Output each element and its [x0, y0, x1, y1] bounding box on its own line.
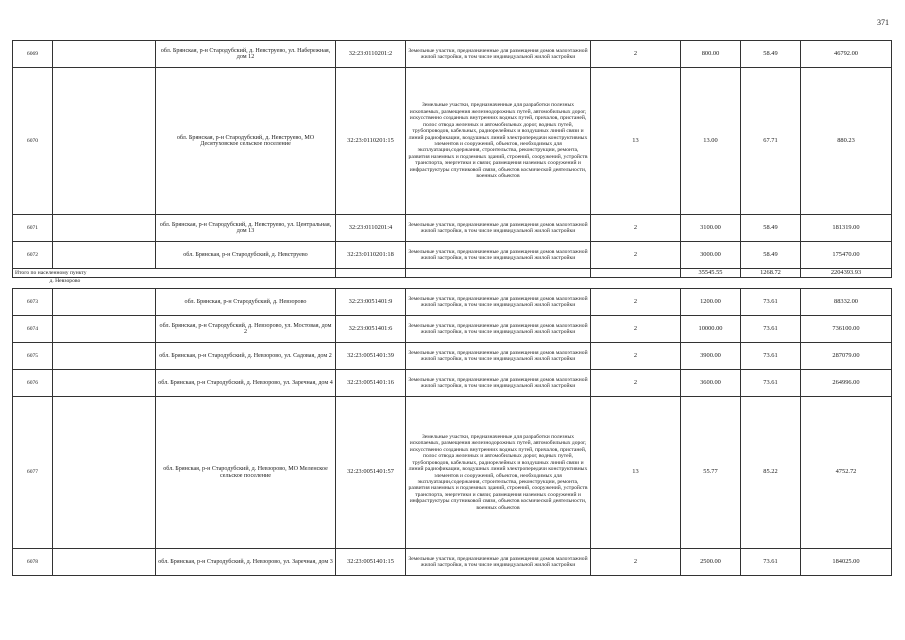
row-cadastral: 32:23:0110201:18	[336, 242, 406, 269]
row-address: обл. Брянская, р-н Стародубский, д. Невзорово, ул. Садовая, дом 2	[156, 343, 336, 370]
row-code: 2	[591, 215, 681, 242]
row-code: 2	[591, 242, 681, 269]
row-value: 88332.00	[801, 289, 892, 316]
row-price: 73.61	[741, 370, 801, 397]
row-id: 6071	[13, 215, 53, 242]
row-area: 1200.00	[681, 289, 741, 316]
row-cadastral: 32:23:0051401:15	[336, 549, 406, 576]
table-row	[13, 41, 892, 68]
row-purpose: Земельные участки, предназначенные для размещения домов малоэтажной жилой застройки, в том числе индивидуальной жилой застройки	[406, 41, 591, 68]
group-title: д. Невзорово	[49, 278, 81, 284]
row-purpose: Земельные участки, предназначенные для размещения домов малоэтажной жилой застройки, в том числе индивидуальной жилой застройки	[406, 316, 591, 343]
row-address: обл. Брянская, р-н Стародубский, д. Невструево, ул. Набережная, дом 12	[156, 41, 336, 68]
row-value: 736100.00	[801, 316, 892, 343]
row-code: 2	[591, 316, 681, 343]
row-cadastral: 32:23:0051401:57	[336, 397, 406, 549]
table-row	[13, 370, 892, 397]
row-address: обл. Брянская, р-н Стародубский, д. Невзорово, ул. Заречная, дом 3	[156, 549, 336, 576]
row-id: 6077	[13, 397, 53, 549]
row-price: 73.61	[741, 316, 801, 343]
row-address: обл. Брянская, р-н Стародубский, д. Невзорово, МО Меленское сельское поселение	[156, 397, 336, 549]
row-id: 6072	[13, 242, 53, 269]
subtotal-area: 35545.55	[681, 269, 741, 278]
table-row	[13, 397, 892, 549]
row-id: 6070	[13, 68, 53, 215]
table-row	[13, 549, 892, 576]
row-id: 6075	[13, 343, 53, 370]
row-address: обл. Брянская, р-н Стародубский, д. Невструево, ул. Центральная, дом 13	[156, 215, 336, 242]
row-code: 2	[591, 41, 681, 68]
group-header-row	[13, 278, 892, 289]
row-value: 175470.00	[801, 242, 892, 269]
row-code: 2	[591, 343, 681, 370]
row-area: 3600.00	[681, 370, 741, 397]
row-price: 58.49	[741, 41, 801, 68]
land-register-table	[12, 40, 892, 576]
row-purpose: Земельные участки, предназначенные для размещения домов малоэтажной жилой застройки, в том числе индивидуальной жилой застройки	[406, 343, 591, 370]
subtotal-price: 1268.72	[741, 269, 801, 278]
row-purpose: Земельные участки, предназначенные для размещения домов малоэтажной жилой застройки, в том числе индивидуальной жилой застройки	[406, 370, 591, 397]
row-id: 6076	[13, 370, 53, 397]
row-purpose: Земельные участки, предназначенные для размещения домов малоэтажной жилой застройки, в том числе индивидуальной жилой застройки	[406, 242, 591, 269]
row-value: 287079.00	[801, 343, 892, 370]
row-code: 2	[591, 549, 681, 576]
row-purpose: Земельные участки, предназначенные для размещения домов малоэтажной жилой застройки, в том числе индивидуальной жилой застройки	[406, 289, 591, 316]
row-price: 73.61	[741, 289, 801, 316]
row-purpose: Земельные участки, предназначенные для разработки полезных ископаемых, размещения железнодорожных путей, автомобильных дорог, искусственно созданных внутренних водных путей, причалов, пристаней, полос отвода железных и автомобильных дорог, водных путей, трубопроводов, кабельных, радиорелейных и воздушных линий связи и линий радиофикации, воздушных линий электропередачи конструктивных элементов и сооружений, объектов, необходимых для эксплуатации,содержания, строительства, реконструкции, ремонта, развития наземных и подземных зданий, строений, сооружений, устройств транспорта, энергетики и связи; размещения наземных сооружений и инфраструктуры спутниковой связи, объектов космической деятельности, военных объектов	[406, 68, 591, 215]
row-area: 13.00	[681, 68, 741, 215]
row-price: 73.61	[741, 343, 801, 370]
row-code: 2	[591, 289, 681, 316]
row-address: обл. Брянская, р-н Стародубский, д. Невзорово	[156, 289, 336, 316]
subtotal-row	[13, 269, 892, 278]
row-address: обл. Брянская, р-н Стародубский, д. Невзорово, ул. Заречная, дом 4	[156, 370, 336, 397]
table-row	[13, 68, 892, 215]
row-area: 3900.00	[681, 343, 741, 370]
page-number: 371	[877, 18, 889, 27]
row-cadastral: 32:23:0051401:39	[336, 343, 406, 370]
row-area: 800.00	[681, 41, 741, 68]
row-area: 55.77	[681, 397, 741, 549]
row-value: 264996.00	[801, 370, 892, 397]
row-price: 73.61	[741, 549, 801, 576]
row-cadastral: 32:23:0110201:15	[336, 68, 406, 215]
row-purpose: Земельные участки, предназначенные для разработки полезных ископаемых, размещения железнодорожных путей, автомобильных дорог, искусственно созданных внутренних водных путей, причалов, пристаней, полос отвода железных и автомобильных дорог, водных путей, трубопроводов, кабельных, радиорелейных и воздушных линий связи и линий радиофикации, воздушных линий электропередачи конструктивных элементов и сооружений, объектов, необходимых для эксплуатации,содержания, строительства, реконструкции, ремонта, развития наземных и подземных зданий, строений, сооружений, устройств транспорта, энергетики и связи; размещения наземных сооружений и инфраструктуры спутниковой связи, объектов космической деятельности, военных объектов	[406, 397, 591, 549]
row-code: 2	[591, 370, 681, 397]
row-id: 6078	[13, 549, 53, 576]
row-id: 6073	[13, 289, 53, 316]
subtotal-label: Итого по населенному пункту	[13, 269, 156, 278]
row-code: 13	[591, 397, 681, 549]
row-cadastral: 32:23:0051401:6	[336, 316, 406, 343]
row-cadastral: 32:23:0051401:9	[336, 289, 406, 316]
row-value: 880.23	[801, 68, 892, 215]
row-value: 4752.72	[801, 397, 892, 549]
table-row	[13, 289, 892, 316]
row-cadastral: 32:23:0051401:16	[336, 370, 406, 397]
table-row	[13, 215, 892, 242]
row-address: обл. Брянская, р-н Стародубский, д. Невзорово, ул. Мостовая, дом 2	[156, 316, 336, 343]
table-row	[13, 343, 892, 370]
table-row	[13, 242, 892, 269]
row-area: 2500.00	[681, 549, 741, 576]
row-price: 85.22	[741, 397, 801, 549]
row-area: 3000.00	[681, 242, 741, 269]
row-price: 67.71	[741, 68, 801, 215]
row-area: 10000.00	[681, 316, 741, 343]
row-code: 13	[591, 68, 681, 215]
row-value: 184025.00	[801, 549, 892, 576]
row-cadastral: 32:23:0110201:2	[336, 41, 406, 68]
row-price: 58.49	[741, 215, 801, 242]
row-value: 181319.00	[801, 215, 892, 242]
row-purpose: Земельные участки, предназначенные для размещения домов малоэтажной жилой застройки, в том числе индивидуальной жилой застройки	[406, 215, 591, 242]
table-row	[13, 316, 892, 343]
row-id: 6074	[13, 316, 53, 343]
row-address: обл. Брянская, р-н Стародубский, д. Невструево	[156, 242, 336, 269]
row-address: обл. Брянская, р-н Стародубский, д. Невструево, МО Десятуховское сельское поселение	[156, 68, 336, 215]
row-price: 58.49	[741, 242, 801, 269]
subtotal-value: 2204393.93	[801, 269, 892, 278]
row-cadastral: 32:23:0110201:4	[336, 215, 406, 242]
row-id: 6069	[13, 41, 53, 68]
row-area: 3100.00	[681, 215, 741, 242]
row-value: 46792.00	[801, 41, 892, 68]
row-purpose: Земельные участки, предназначенные для размещения домов малоэтажной жилой застройки, в том числе индивидуальной жилой застройки	[406, 549, 591, 576]
